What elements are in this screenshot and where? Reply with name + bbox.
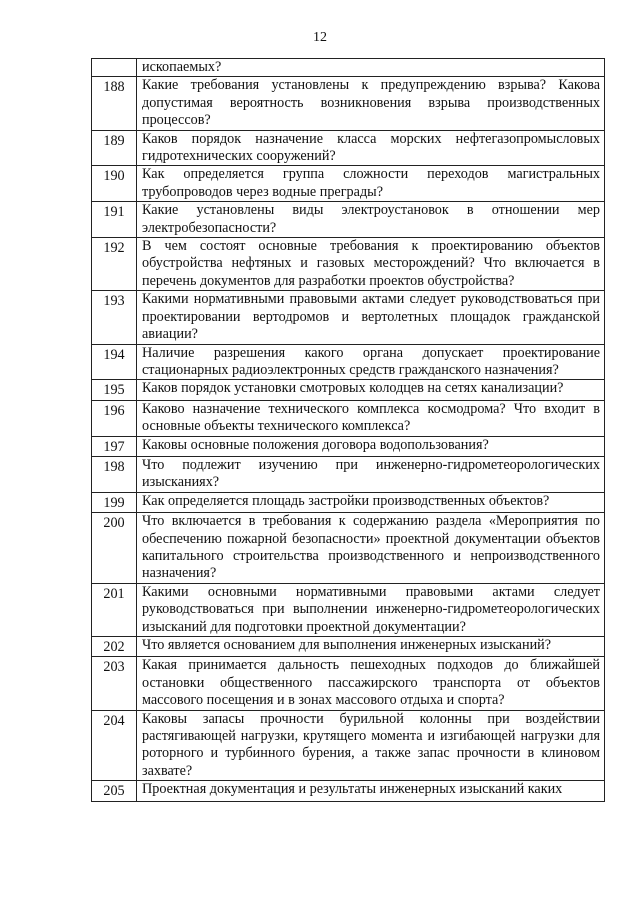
table-row: [92, 130, 605, 166]
question-number: 198: [92, 456, 137, 492]
question-number: 196: [92, 400, 137, 436]
table-row: [92, 657, 605, 710]
table-row: [92, 583, 605, 636]
table-row: [92, 291, 605, 344]
question-text: Какими основными нормативными правовыми актами следует руководствоваться при выполнении инженерно-гидрометеорологических изысканий для подготовки проектной документации?: [137, 583, 605, 636]
question-number: 202: [92, 637, 137, 657]
questions-table: [91, 58, 605, 802]
question-number: 193: [92, 291, 137, 344]
question-text: Каков порядок установки смотровых колодцев на сетях канализации?: [137, 380, 605, 400]
table-row: [92, 513, 605, 584]
question-text: ископаемых?: [137, 59, 605, 77]
table-row: [92, 781, 605, 801]
table-row: [92, 710, 605, 781]
question-text: Какими нормативными правовыми актами следует руководствоваться при проектировании вертодромов и вертолетных площадок гражданской авиации?: [137, 291, 605, 344]
question-number: [92, 59, 137, 77]
table-row: [92, 456, 605, 492]
question-number: 204: [92, 710, 137, 781]
table-row: [92, 492, 605, 512]
question-text: Как определяется группа сложности переходов магистральных трубопроводов через водные преграды?: [137, 166, 605, 202]
question-text: Что является основанием для выполнения инженерных изысканий?: [137, 637, 605, 657]
question-text: Проектная документация и результаты инженерных изысканий каких: [137, 781, 605, 801]
question-text: Каковы запасы прочности бурильной колонны при воздействии растягивающей нагрузки, крутящего момента и изгибающей нагрузки для роторного и турбинного бурения, а также запас прочности в клиновом захвате?: [137, 710, 605, 781]
table-row: [92, 202, 605, 238]
question-number: 197: [92, 436, 137, 456]
question-text: Каковы основные положения договора водопользования?: [137, 436, 605, 456]
question-number: 188: [92, 77, 137, 130]
question-text: Как определяется площадь застройки производственных объектов?: [137, 492, 605, 512]
table-row: [92, 59, 605, 77]
table-row: [92, 166, 605, 202]
table-row: [92, 380, 605, 400]
question-number: 203: [92, 657, 137, 710]
question-number: 200: [92, 513, 137, 584]
table-row: [92, 238, 605, 291]
table-row: [92, 344, 605, 380]
question-number: 189: [92, 130, 137, 166]
question-number: 191: [92, 202, 137, 238]
table-row: [92, 400, 605, 436]
question-text: Какие установлены виды электроустановок в отношении мер электробезопасности?: [137, 202, 605, 238]
table-row: [92, 637, 605, 657]
question-number: 205: [92, 781, 137, 801]
question-number: 195: [92, 380, 137, 400]
question-text: Какие требования установлены к предупреждению взрыва? Какова допустимая вероятность возникновения взрыва производственных процессов?: [137, 77, 605, 130]
question-text: Каково назначение технического комплекса космодрома? Что входит в основные объекты технического комплекса?: [137, 400, 605, 436]
question-text: Каков порядок назначение класса морских нефтегазопромысловых гидротехнических сооружений?: [137, 130, 605, 166]
question-text: Какая принимается дальность пешеходных подходов до ближайшей остановки общественного пассажирского транспорта от объектов массового посещения и в зонах массового отдыха и спорта?: [137, 657, 605, 710]
question-number: 199: [92, 492, 137, 512]
question-number: 194: [92, 344, 137, 380]
question-text: Что включается в требования к содержанию раздела «Мероприятия по обеспечению пожарной безопасности» проектной документации объектов капитального строительства производственного и непроизводственного назначения?: [137, 513, 605, 584]
question-text: В чем состоят основные требования к проектированию объектов обустройства нефтяных и газовых месторождений? Что включается в перечень документов для разработки проектов обустройства?: [137, 238, 605, 291]
question-number: 201: [92, 583, 137, 636]
table-row: [92, 436, 605, 456]
question-text: Наличие разрешения какого органа допускает проектирование стационарных радиоэлектронных средств гражданского назначения?: [137, 344, 605, 380]
question-text: Что подлежит изучению при инженерно-гидрометеорологических изысканиях?: [137, 456, 605, 492]
question-number: 192: [92, 238, 137, 291]
question-number: 190: [92, 166, 137, 202]
table-row: [92, 77, 605, 130]
page-number: 12: [313, 30, 327, 45]
